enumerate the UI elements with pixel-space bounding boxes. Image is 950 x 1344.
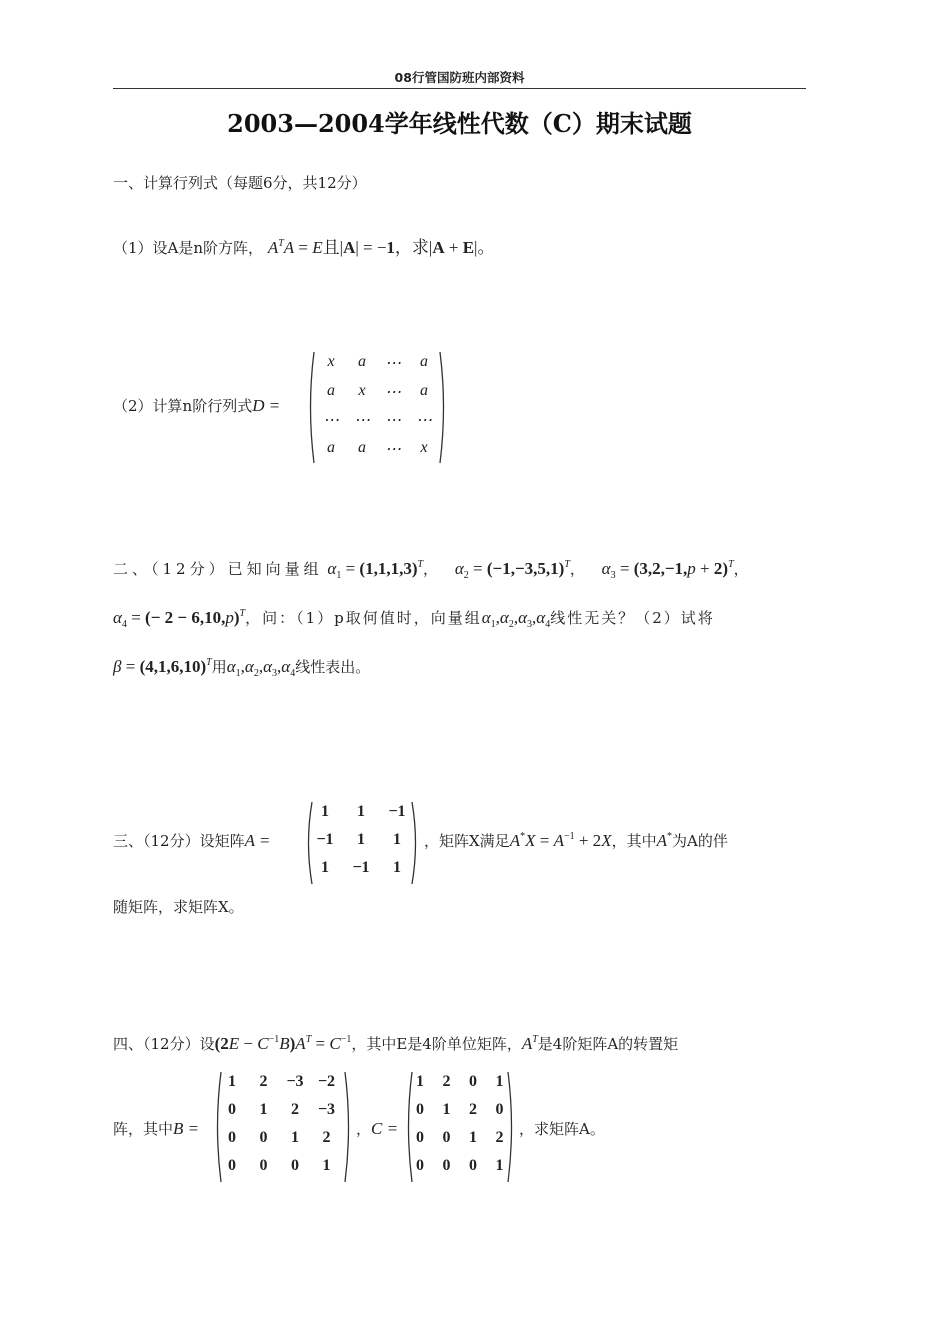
matrix-cell: 2 — [322, 1129, 331, 1146]
matrix-cell: ⋯ — [385, 383, 401, 401]
matrix-cell: 0 — [469, 1157, 477, 1174]
section2-line2 — [113, 607, 715, 628]
matrix-cell: 0 — [228, 1157, 236, 1174]
matrix-cell: 0 — [442, 1157, 451, 1174]
matrix-cell: ⋯ — [416, 412, 432, 429]
matrix-cell: 1 — [228, 1073, 236, 1090]
right-bracket — [343, 1070, 353, 1184]
section4-c-lhs-line: ，C = — [356, 1119, 399, 1138]
section3-line2: 随矩阵，求矩阵X。 — [113, 898, 244, 916]
left-bracket — [306, 350, 316, 465]
page-title: 2003—2004学年线性代数（C）期末试题 — [227, 109, 692, 138]
matrix-cell: 1 — [357, 831, 365, 848]
alpha3-vector: $\alpha_3 = (3,2,-1,p + 2)^T$ — [601, 559, 734, 581]
matrix-cell: −1 — [316, 831, 334, 848]
matrix-cell: 1 — [393, 831, 401, 848]
matrix-cell: 1 — [259, 1101, 268, 1118]
header-rule — [113, 88, 806, 89]
section4-prefix: 四、（12分）设 — [113, 1035, 215, 1053]
matrix-cell: ⋯ — [385, 355, 401, 372]
section2-end: 线性表出。 — [295, 658, 371, 676]
matrix-cell: −2 — [317, 1073, 336, 1090]
section3-text-b: ，其中 — [611, 832, 657, 850]
matrix-c-lhs: C = — [371, 1119, 399, 1138]
alpha2-vector: $\alpha_2 = (-1,-3,5,1)^T$ — [454, 559, 570, 581]
matrix-cell: 2 — [291, 1101, 299, 1118]
matrix-cell: 0 — [416, 1157, 424, 1174]
section2-question-text: ，问：（1）p取何值时，向量组 — [245, 609, 482, 627]
matrix-cell: 0 — [416, 1101, 424, 1118]
matrix-cell: 0 — [469, 1073, 477, 1090]
section1-heading: 一、计算行列式（每题6分，共12分） — [113, 174, 367, 192]
section3-prefix-line — [113, 830, 270, 851]
section2-prefix: 二、（12分）已知向量组 — [113, 560, 323, 578]
matrix-cell: a — [420, 381, 428, 399]
matrix-b — [213, 1070, 353, 1184]
section3-equation: $A^*X = A^{-1} + 2X$ — [509, 831, 612, 850]
matrix-cell: 0 — [416, 1129, 424, 1146]
determinant-lhs: D = — [252, 396, 281, 415]
matrix-cell: ⋯ — [385, 440, 401, 458]
matrix-cell: 1 — [321, 803, 329, 820]
matrix-cell: −3 — [317, 1101, 336, 1118]
matrix-cell: 1 — [469, 1129, 477, 1146]
right-bracket — [438, 350, 448, 465]
section2-line3 — [113, 656, 370, 677]
matrix-cell: x — [358, 381, 366, 399]
alpha-list: $\alpha_1,\alpha_2,\alpha_3,\alpha_4$ — [481, 608, 551, 630]
alpha1-vector: $\alpha_1 = (1,1,1,3)^T$ — [327, 559, 424, 581]
section2-question-suffix: 线性无关？（2）试将 — [550, 609, 715, 627]
section4-equation: $(2E - C^{-1}B)A^T = C^{-1}$ — [214, 1034, 352, 1053]
matrix-c — [404, 1070, 516, 1184]
section4-text-a: ，其中E是4阶单位矩阵， — [351, 1035, 522, 1053]
section4-at: $A^T$ — [521, 1034, 538, 1053]
matrix-a — [304, 800, 420, 886]
matrix-cell: 1 — [495, 1073, 504, 1090]
matrix-cell: 1 — [322, 1157, 331, 1174]
matrix-cell: 2 — [495, 1129, 504, 1146]
matrix-cell: −1 — [352, 859, 370, 876]
determinant-d-matrix — [306, 350, 448, 465]
matrix-cell: 2 — [469, 1101, 477, 1118]
section4-line2-text: 阵，其中 — [113, 1120, 174, 1138]
matrix-cell: a — [420, 353, 428, 370]
matrix-cell: 0 — [495, 1101, 504, 1118]
question-1-1-math: $A^TA = E$且|A| = −1，求|A + E|。 — [267, 238, 495, 257]
matrix-cell: 0 — [228, 1101, 236, 1118]
matrix-cell: 0 — [291, 1157, 299, 1174]
section4-end: ，求矩阵A。 — [519, 1120, 605, 1138]
matrix-cell: x — [420, 438, 428, 456]
section4-text-b: 是4阶矩阵A的转置矩 — [537, 1035, 679, 1053]
section3-astar: A* — [656, 831, 672, 850]
matrix-cell: 1 — [442, 1101, 451, 1118]
section3-text-c: 为A的伴 — [671, 832, 728, 850]
matrix-cell: 1 — [357, 803, 365, 820]
section2-yong: 用 — [211, 658, 227, 676]
alpha4-vector: $\alpha_4$ = (− 2 − 6,10,p)$^T$ — [113, 608, 246, 630]
matrix-cell: 2 — [442, 1073, 451, 1090]
alpha-list-2: $\alpha_1,\alpha_2,\alpha_3,\alpha_4$ — [226, 657, 296, 679]
matrix-cell: 1 — [495, 1157, 504, 1174]
matrix-cell: −3 — [286, 1073, 304, 1090]
section3-condition — [424, 830, 728, 851]
section3-text-a: ，矩阵X满足 — [424, 832, 510, 850]
matrix-b-lhs: B = — [173, 1119, 200, 1138]
question-1-1-label: （1）设A是n阶方阵， — [113, 239, 264, 257]
matrix-cell: a — [327, 438, 335, 456]
matrix-cell: −1 — [388, 803, 406, 820]
matrix-cell: a — [358, 438, 366, 456]
matrix-cell: ⋯ — [323, 412, 339, 429]
matrix-cell: 2 — [259, 1073, 268, 1090]
matrix-cell: 1 — [291, 1129, 299, 1146]
section3-prefix: 三、（12分）设矩阵 — [113, 832, 245, 850]
question-1-2-label — [113, 395, 280, 416]
section4-line1 — [113, 1033, 678, 1054]
matrix-cell: x — [327, 353, 335, 370]
matrix-cell: 0 — [259, 1157, 268, 1174]
matrix-cell: a — [358, 353, 366, 370]
page-header: 08行管国防班内部资料 — [394, 70, 525, 85]
matrix-cell: 0 — [259, 1129, 268, 1146]
matrix-cell: ⋯ — [354, 412, 370, 429]
section4-line2-prefix — [113, 1118, 199, 1139]
question-1-1 — [113, 233, 494, 258]
matrix-cell: 0 — [228, 1129, 236, 1146]
matrix-cell: a — [327, 381, 335, 399]
matrix-cell: 1 — [321, 859, 329, 876]
matrix-a-lhs: A = — [244, 831, 271, 850]
beta-vector: $\beta = (4,1,6,10)^T$ — [113, 657, 212, 676]
matrix-cell: 1 — [393, 859, 401, 876]
matrix-cell: 0 — [442, 1129, 451, 1146]
question-1-2-text: （2）计算n阶行列式 — [113, 397, 253, 415]
matrix-cell: ⋯ — [385, 412, 401, 429]
matrix-cell: 1 — [416, 1073, 424, 1090]
section2-line1: 二、（12分）已知向量组 $\alpha_1 = (1,1,1,3)^T$， $\alpha_2 = (-1,-3,5,1)^T$， $\alpha_3 = (3,2,-1,p + 2)^T$， — [113, 559, 749, 581]
